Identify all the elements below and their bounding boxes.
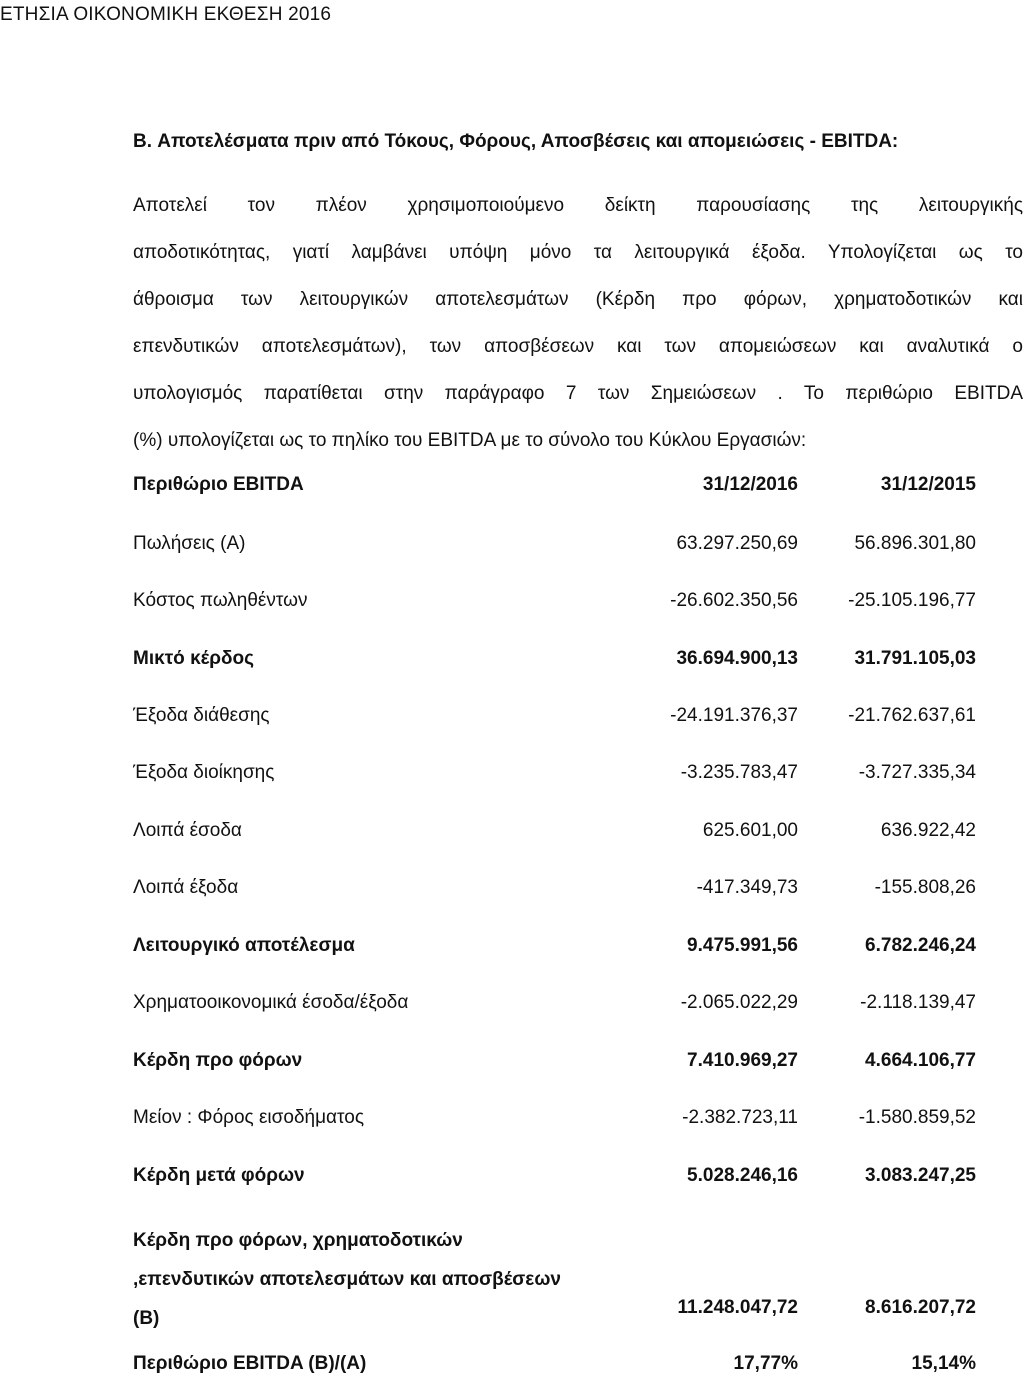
row-value-2016: -24.191.376,37 [670, 705, 798, 726]
row-value-2015: 31.791.105,03 [854, 648, 976, 669]
row-value-2015: 3.083.247,25 [865, 1165, 976, 1186]
row-value-2016: -3.235.783,47 [680, 762, 798, 783]
paragraph-line: Αποτελεί τον πλέον χρησιμοποιούμενο δείκτη παρουσίασης της λειτουργικής [133, 195, 1023, 216]
row-label: Μείον : Φόρος εισοδήματος [133, 1107, 364, 1128]
row-label: Έξοδα διάθεσης [133, 705, 270, 726]
column-header-2016: 31/12/2016 [702, 474, 798, 495]
row-label: Κέρδη μετά φόρων [133, 1165, 305, 1186]
row-label: Λοιπά έξοδα [133, 877, 239, 898]
paragraph-line: (%) υπολογίζεται ως το πηλίκο του EBITDA με το σύνολο του Κύκλου Εργασιών: [133, 430, 807, 451]
row-value-2016: -26.602.350,56 [670, 590, 798, 611]
table-header-label: Περιθώριο EBITDA [133, 474, 304, 495]
row-value-2015: 6.782.246,24 [865, 935, 976, 956]
row-value-2015: -2.118.139,47 [860, 992, 976, 1013]
row-value-2015: -155.808,26 [874, 877, 976, 898]
row-label: Λειτουργικό αποτέλεσμα [133, 935, 355, 956]
row-label: Έξοδα διοίκησης [133, 762, 275, 783]
row-value-2016: -2.065.022,29 [680, 992, 798, 1013]
row-value-2015: -3.727.335,34 [858, 762, 976, 783]
row-label: Κέρδη προ φόρων [133, 1050, 303, 1071]
row-value-2016: 36.694.900,13 [676, 648, 798, 669]
row-value-2016: -417.349,73 [696, 877, 798, 898]
paragraph-line: υπολογισμός παρατίθεται στην παράγραφο 7 των Σημειώσεων . Το περιθώριο EBITDA [133, 383, 1023, 404]
row-value-2016: 7.410.969,27 [687, 1050, 798, 1071]
row-value-2016: 9.475.991,56 [687, 935, 798, 956]
row-label: Πωλήσεις (Α) [133, 533, 246, 554]
paragraph-line: επενδυτικών αποτελεσμάτων), των αποσβέσεων και των απομειώσεων και αναλυτικά ο [133, 336, 1023, 357]
row-label: Λοιπά έσοδα [133, 820, 242, 841]
row-value-2016: 625.601,00 [702, 820, 798, 841]
margin-value-2015: 15,14% [911, 1353, 976, 1374]
report-header: ΕΤΗΣΙΑ ΟΙΚΟΝΟΜΙΚΗ ΕΚΘΕΣΗ 2016 [0, 4, 332, 25]
column-header-2015: 31/12/2015 [880, 474, 976, 495]
row-value-2015: 4.664.106,77 [865, 1050, 976, 1071]
row-label: Μικτό κέρδος [133, 648, 254, 669]
row-label: Κόστος πωληθέντων [133, 590, 308, 611]
row-value-2015: 636.922,42 [880, 820, 976, 841]
paragraph-line: αποδοτικότητας, γιατί λαμβάνει υπόψη μόνο τα λειτουργικά έξοδα. Υπολογίζεται ως το [133, 242, 1023, 263]
row-value-2016: 63.297.250,69 [676, 533, 798, 554]
row-label: Περιθώριο EBITDA (Β)/(Α) [133, 1353, 367, 1374]
margin-value-2016: 17,77% [733, 1353, 798, 1374]
row-value-2015: 56.896.301,80 [854, 533, 976, 554]
ebitda-label-line: Κέρδη προ φόρων, χρηματοδοτικών [133, 1230, 463, 1251]
row-value-2016: 5.028.246,16 [687, 1165, 798, 1186]
ebitda-label-line: (Β) [133, 1308, 160, 1329]
ebitda-value-2015: 8.616.207,72 [865, 1297, 976, 1318]
row-value-2016: -2.382.723,11 [682, 1107, 798, 1128]
row-value-2015: -25.105.196,77 [848, 590, 976, 611]
ebitda-label-line: ,επενδυτικών αποτελεσμάτων και αποσβέσεων [133, 1269, 561, 1290]
row-value-2015: -21.762.637,61 [848, 705, 976, 726]
section-paragraph [133, 182, 1023, 464]
row-value-2015: -1.580.859,52 [858, 1107, 976, 1128]
section-heading: B. Αποτελέσματα πριν από Τόκους, Φόρους, Αποσβέσεις και απομειώσεις - EBITDA: [133, 131, 899, 152]
ebitda-value-2016: 11.248.047,72 [677, 1297, 798, 1318]
row-label: Χρηματοοικονομικά έσοδα/έξοδα [133, 992, 409, 1013]
ebitda-row-label [133, 1221, 561, 1338]
paragraph-line: άθροισμα των λειτουργικών αποτελεσμάτων (Κέρδη προ φόρων, χρηματοδοτικών και [133, 289, 1023, 310]
